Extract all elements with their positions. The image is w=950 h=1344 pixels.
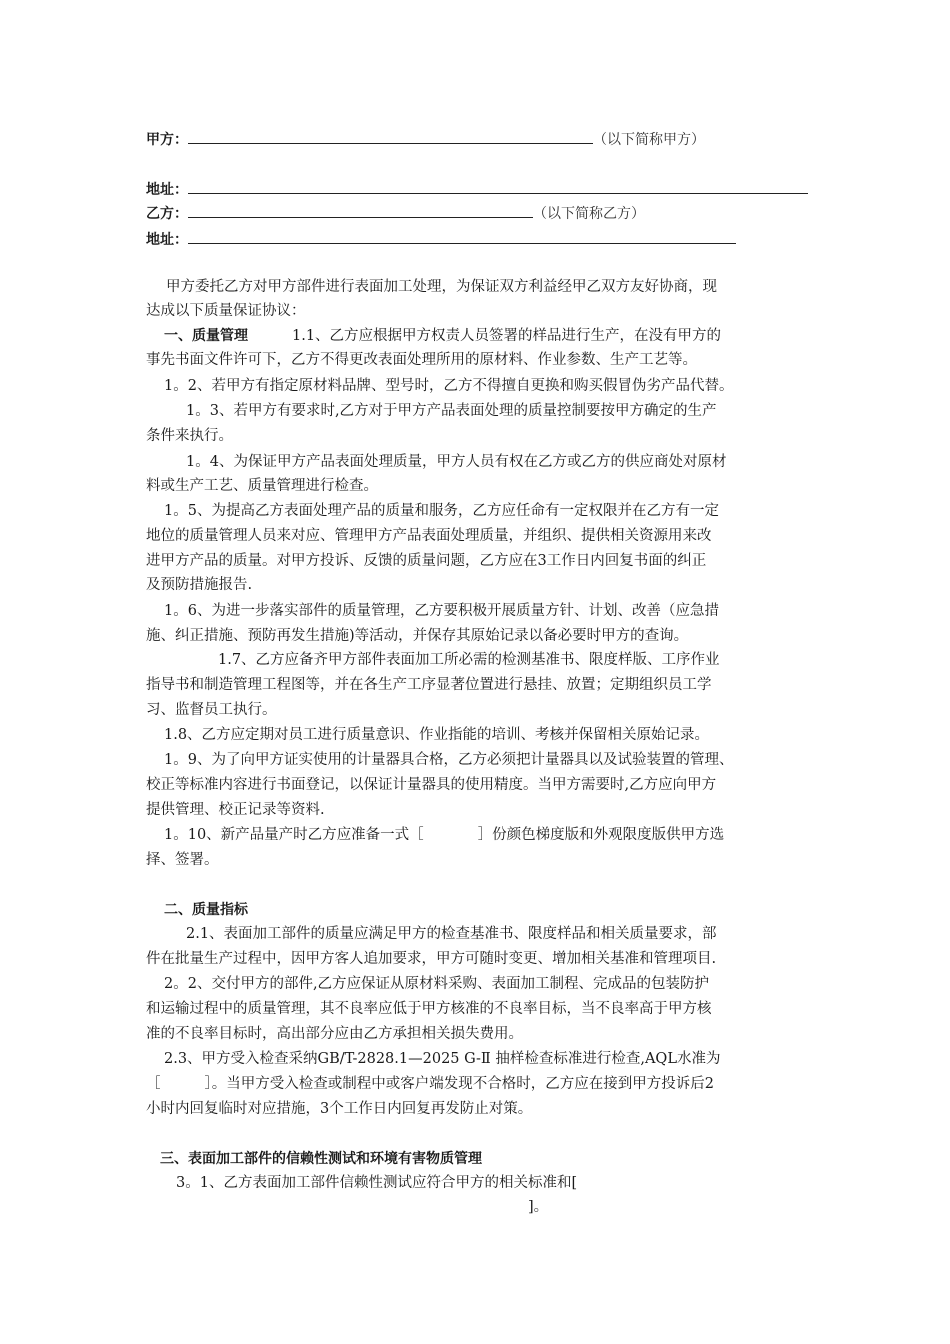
clause-3-1-cont: ]。 xyxy=(528,1199,549,1215)
clause-1-5: 1。5、为提高乙方表面处理产品的质量和服务，乙方应任命有一定权限并在乙方有一定 xyxy=(164,503,719,519)
clause-1-7-cont-2: 习、监督员工执行。 xyxy=(146,702,277,718)
clause-1-6-cont: 施、纠正措施、预防再发生措施)等活动，并保存其原始记录以备必要时甲方的查询。 xyxy=(146,628,689,644)
clause-1-10-pre: 1。10、新产品量产时乙方应准备一式［ xyxy=(164,827,424,843)
clause-1-4-cont: 料或生产工艺、质量管理进行检查。 xyxy=(146,478,378,494)
clause-2-3-cont-2: 小时内回复临时对应措施，3个工作日内回复再发防止对策。 xyxy=(146,1101,533,1117)
clause-2-2: 2。2、交付甲方的部件,乙方应保证从原材料采购、表面加工制程、完成品的包装防护 xyxy=(164,976,710,992)
address-b-blank[interactable] xyxy=(188,229,736,244)
clause-2-1-cont: 件在批量生产过程中，因甲方客人追加要求，甲方可随时变更、增加相关基准和管理项目. xyxy=(146,951,717,967)
clause-1-9-cont-1: 校正等标准内容进行书面登记，以保证计量器具的使用精度。当甲方需要时,乙方应向甲方 xyxy=(146,777,717,793)
party-a-label: 甲方： xyxy=(146,132,188,148)
section-1-title: 一、质量管理 xyxy=(164,328,248,344)
clause-2-2-cont-1: 和运输过程中的质量管理，其不良率应低于甲方核准的不良率目标，当不良率高于甲方核 xyxy=(146,1001,712,1017)
clause-1-2: 1。2、若甲方有指定原材料品牌、型号时，乙方不得擅自更换和购买假冒伪劣产品代替。 xyxy=(164,378,734,394)
clause-2-1: 2.1、表面加工部件的质量应满足甲方的检查基准书、限度样品和相关质量要求，部 xyxy=(186,926,717,942)
clause-2-3-cont-1 xyxy=(146,1075,714,1093)
party-b-note: （以下简称乙方） xyxy=(533,206,645,222)
address-a-row xyxy=(146,179,808,199)
party-a-note: （以下简称甲方） xyxy=(593,132,705,148)
clause-1-3: 1。3、若甲方有要求时,乙方对于甲方产品表面处理的质量控制要按甲方确定的生产 xyxy=(186,403,717,419)
clause-1-9: 1。9、为了向甲方证实使用的计量器具合格，乙方必须把计量器具以及试验装置的管理、 xyxy=(164,752,734,768)
clause-1-4: 1。4、为保证甲方产品表面处理质量，甲方人员有权在乙方或乙方的供应商处对原材 xyxy=(186,454,727,470)
clause-1-5-cont-2: 进甲方产品的质量。对甲方投诉、反馈的质量问题，乙方应在3工作日内回复书面的纠正 xyxy=(146,553,707,569)
clause-1-6: 1。6、为进一步落实部件的质量管理，乙方要积极开展质量方针、计划、改善（应急措 xyxy=(164,603,719,619)
clause-1-7-cont-1: 指导书和制造管理工程图等，并在各生产工序显著位置进行悬挂、放置；定期组织员工学 xyxy=(146,677,712,693)
clause-1-3-cont: 条件来执行。 xyxy=(146,428,233,444)
clause-1-10 xyxy=(164,826,724,844)
address-a-label: 地址： xyxy=(146,182,188,198)
intro-line-2: 达成以下质量保证协议： xyxy=(146,303,306,319)
clause-2-3-post: ］。当甲方受入检查或制程中或客户端发现不合格时，乙方应在接到甲方投诉后2 xyxy=(204,1076,714,1092)
party-b-label: 乙方： xyxy=(146,206,188,222)
clause-1-1-row xyxy=(164,327,721,345)
clause-2-3: 2.3、甲方受入检查采纳GB/T-2828.1—2025 G-Ⅱ 抽样检查标准进行检查,AQL水准为 xyxy=(164,1051,721,1067)
party-b-row xyxy=(146,203,645,223)
clause-2-2-cont-2: 准的不良率目标时，高出部分应由乙方承担相关损失费用。 xyxy=(146,1026,523,1042)
address-a-blank[interactable] xyxy=(188,179,808,194)
clause-2-3-bracket-open: ［ xyxy=(146,1076,161,1092)
clause-1-5-cont-3: 及预防措施报告. xyxy=(146,577,253,593)
party-a-row xyxy=(146,129,705,149)
clause-3-1: 3。1、乙方表面加工部件信赖性测试应符合甲方的相关标准和[ xyxy=(176,1175,578,1191)
clause-1-1-text: 1.1、乙方应根据甲方权责人员签署的样品进行生产，在没有甲方的 xyxy=(292,328,722,344)
address-b-label: 地址： xyxy=(146,232,188,248)
party-b-blank[interactable] xyxy=(188,203,533,218)
clause-1-8: 1.8、乙方应定期对员工进行质量意识、作业指能的培训、考核并保留相关原始记录。 xyxy=(164,727,710,743)
clause-1-7: 1.7、乙方应备齐甲方部件表面加工所必需的检测基准书、限度样版、工序作业 xyxy=(218,652,720,668)
party-a-blank[interactable] xyxy=(188,129,593,144)
clause-1-1-cont: 事先书面文件许可下，乙方不得更改表面处理所用的原材料、作业参数、生产工艺等。 xyxy=(146,352,697,368)
intro-line-1: 甲方委托乙方对甲方部件进行表面加工处理，为保证双方利益经甲乙双方友好协商，现 xyxy=(166,279,717,295)
clause-1-10-post: ］份颜色梯度版和外观限度版供甲方选 xyxy=(477,827,725,843)
clause-1-5-cont-1: 地位的质量管理人员来对应、管理甲方产品表面处理质量，并组织、提供相关资源用来改 xyxy=(146,528,712,544)
clause-1-10-cont: 择、签署。 xyxy=(146,852,219,868)
address-b-row xyxy=(146,229,736,249)
section-2-title: 二、质量指标 xyxy=(164,902,248,918)
section-3-title: 三、表面加工部件的信赖性测试和环境有害物质管理 xyxy=(160,1151,482,1167)
clause-1-9-cont-2: 提供管理、校正记录等资料. xyxy=(146,802,325,818)
